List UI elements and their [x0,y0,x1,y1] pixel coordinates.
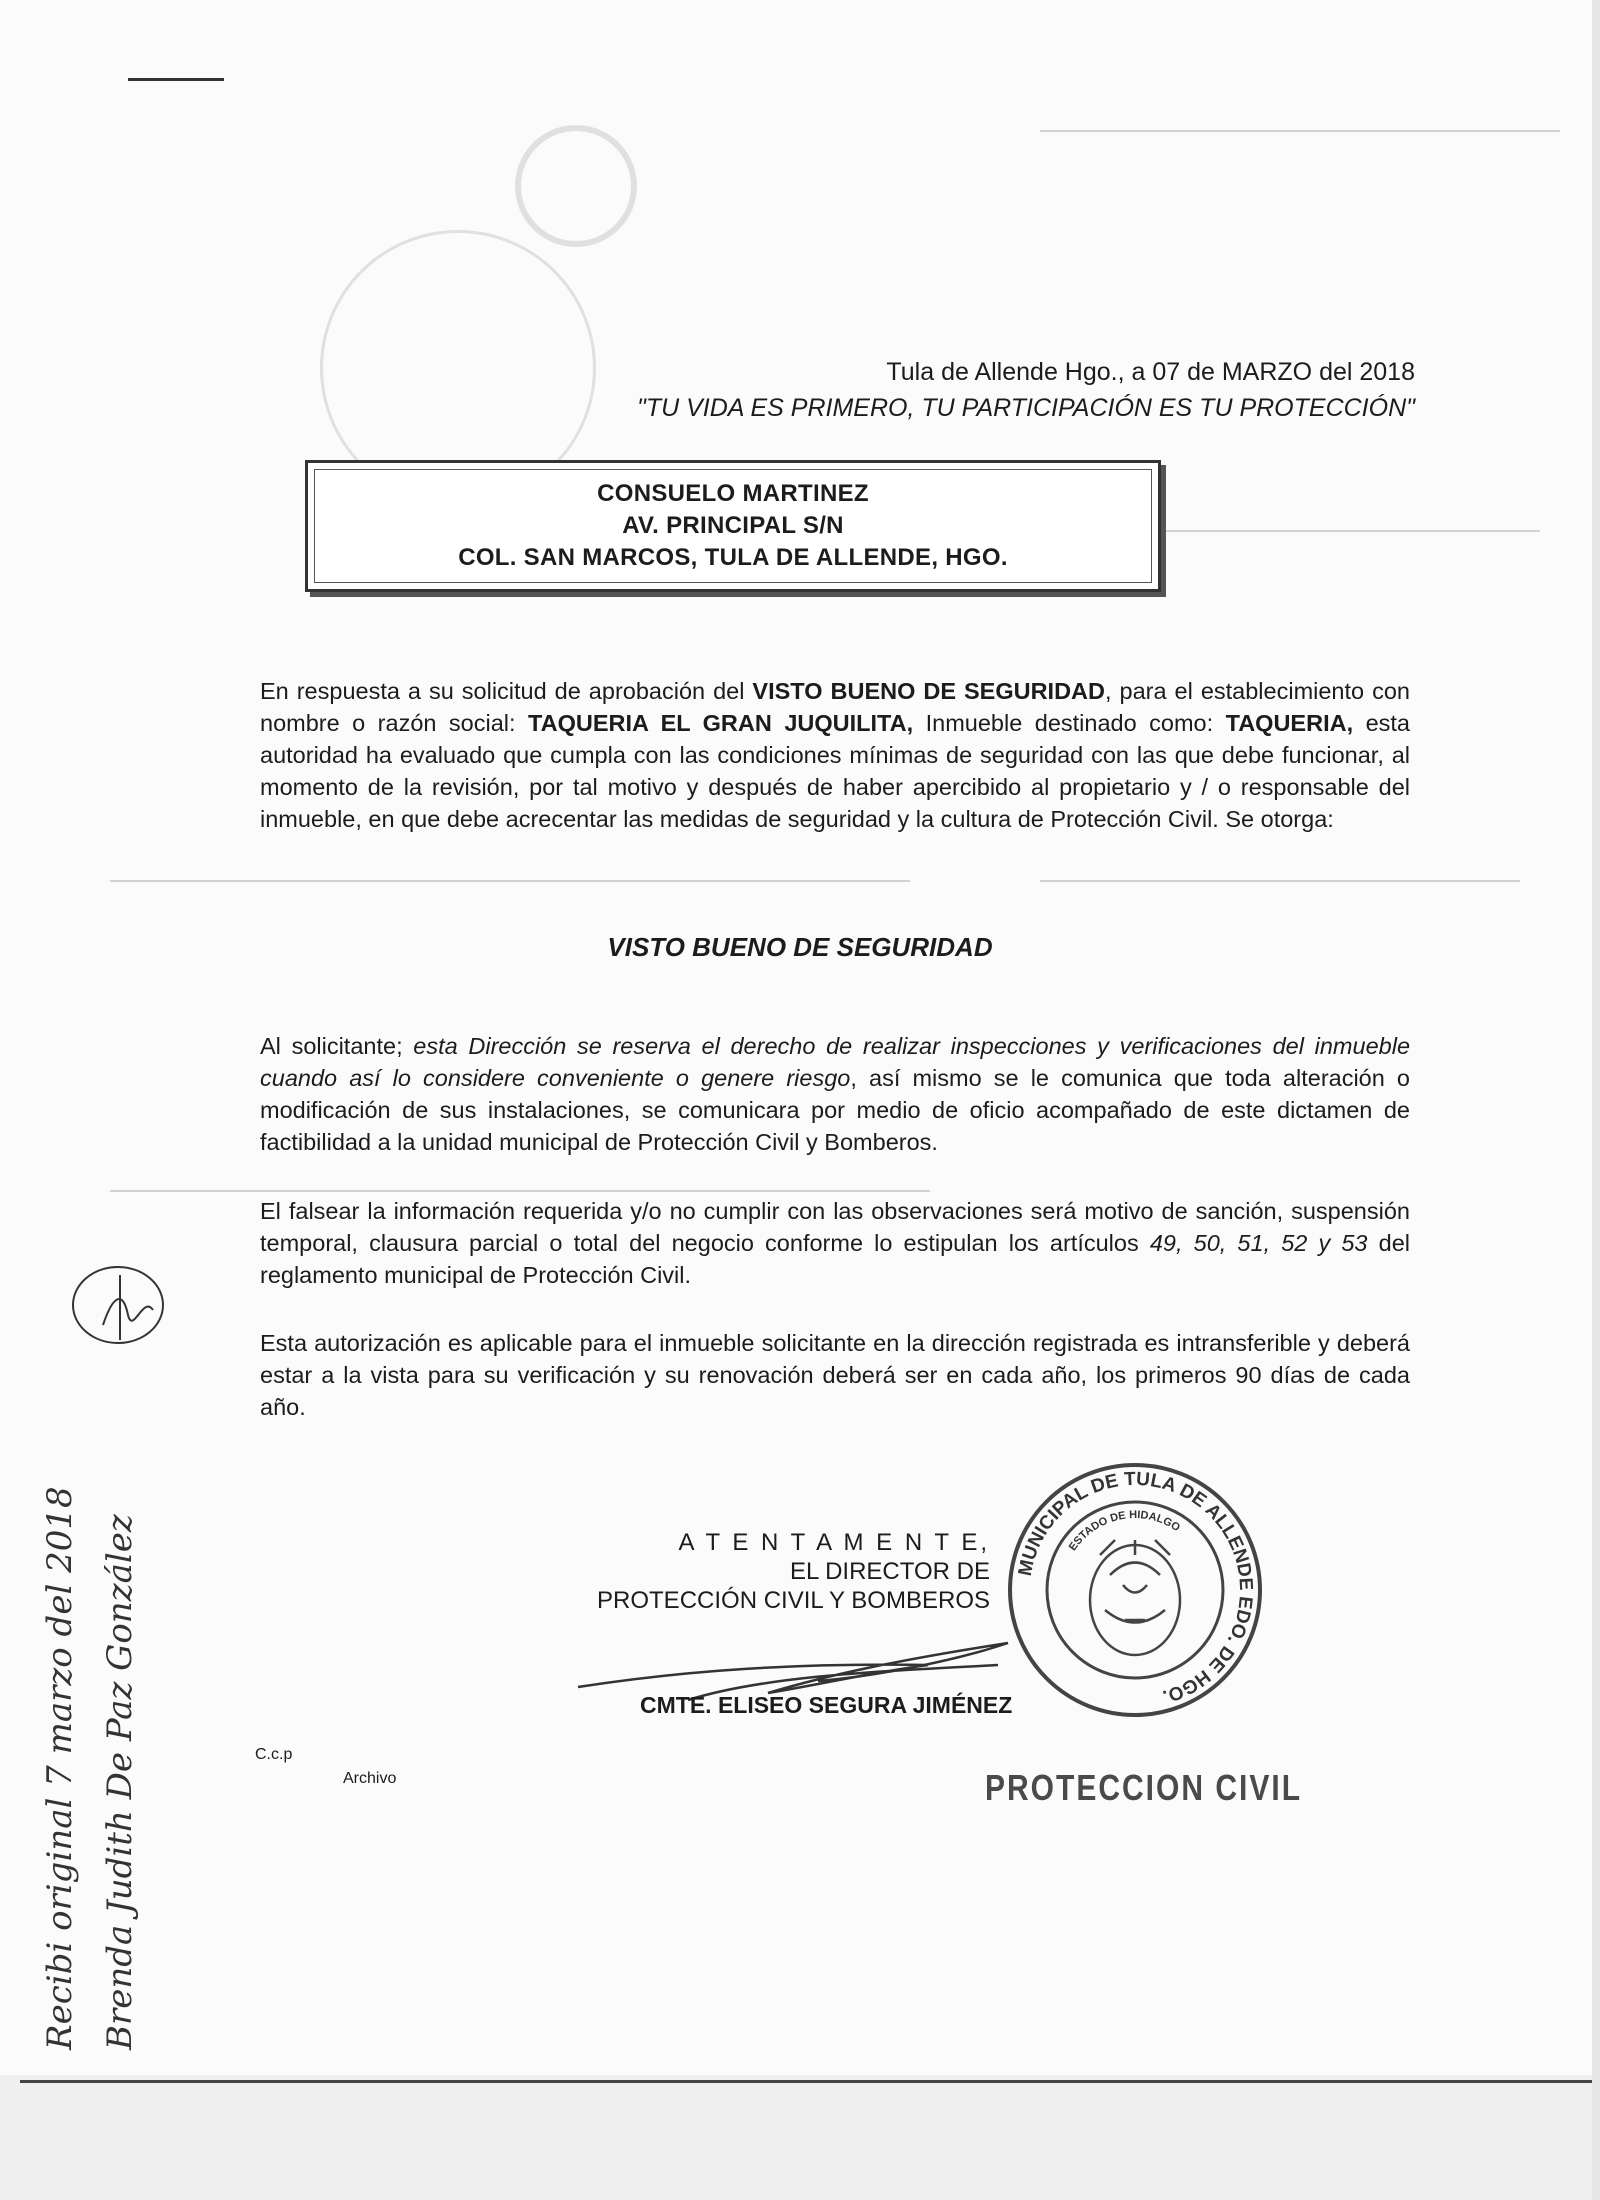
signer-title-2: PROTECCIÓN CIVIL Y BOMBEROS [597,1587,990,1614]
paragraph-request [260,675,1410,835]
seal-ring-text: MUNICIPAL DE TULA DE ALLENDE EDO. DE HGO. [1014,1468,1257,1707]
text-run: El falsear la información requerida y/o no cumplir con las observaciones será motivo de sanción, suspensión temporal, clausura parcial o total del negocio conforme lo estipulan los artículos [260,1198,1410,1256]
page-bottom-edge [20,2080,1600,2083]
property-use: TAQUERIA, [1225,710,1354,736]
municipal-seal [1005,1460,1265,1720]
paragraph-validity: Esta autorización es aplicable para el inmueble solicitante en la dirección registrada es intransferible y deberá estar a la vista para su verificación y su renovación deberá ser en cada año, los primeros 90 días de cada año. [260,1330,1410,1420]
top-mark [128,78,224,81]
ccp-label: C.c.p [255,1746,293,1763]
bleed-through-circle [515,125,637,247]
addressee-street: AV. PRINCIPAL S/N [622,512,844,539]
paragraph-sanctions [260,1195,1410,1291]
text-run: , para el establecimiento con nombre o razón social: [260,678,1410,736]
archive-label: Archivo [343,1770,397,1787]
receiver-signature [58,1255,173,1355]
text-run: Al solicitante; [260,1033,414,1059]
bleed-through-line [110,880,910,882]
paragraph-inspections [260,1030,1410,1158]
signature-block [560,1528,990,1615]
protection-stamp-text: PROTECCION CIVIL [985,1768,1303,1809]
addressee-inner [314,469,1152,583]
handwritten-receipt-line1: Recibi original 7 marzo del 2018 [40,1486,80,2050]
text-run: , así mismo se le comunica que toda alteración o modificación de sus instalaciones, se comunicara por medio de oficio acompañado de este dictamen de factibilidad a la unidad municipal de Protección Civil y Bomberos. [260,1065,1410,1155]
text-run: del reglamento municipal de Protección Civil. [260,1230,1410,1288]
bleed-through-line [1040,880,1520,882]
articles-list: 49, 50, 51, 52 y 53 [1149,1230,1368,1256]
closing: A T E N T A M E N T E, [678,1529,990,1556]
text-run: En respuesta a su solicitud de aprobación del [260,678,753,704]
addressee-name: CONSUELO MARTINEZ [597,480,869,507]
addressee-box [305,460,1161,592]
date-line: Tula de Allende Hgo., a 07 de MARZO del 2018 [886,358,1415,386]
motto: "TU VIDA ES PRIMERO, TU PARTICIPACIÓN ES TU PROTECCIÓN" [636,394,1415,422]
page-right-edge [1592,0,1600,2200]
seal-inner-text: ESTADO DE HIDALGO [1066,1508,1183,1554]
handwritten-receipt-line2: Brenda Judith De Paz González [100,1514,140,2050]
text-run: Inmueble destinado como: [913,710,1226,736]
bleed-through-line [110,1190,930,1192]
text-run: esta autoridad ha evaluado que cumpla con las condiciones mínimas de seguridad con las que debe funcionar, al momento de la revisión, por tal motivo y después de haber apercibido al propietario y / o responsable del inmueble, en que debe acrecentar las medidas de seguridad y la cultura de Protección Civil. Se otorga: [260,710,1410,832]
text-italic: esta Dirección se reserva el derecho de realizar inspecciones y verificaciones del inmueble cuando así lo considere conveniente o genere riesgo [260,1033,1411,1091]
bleed-through-line [1040,130,1560,132]
svg-text:MUNICIPAL DE TULA DE ALLENDE E [1015,1469,1256,1707]
signer-title-1: EL DIRECTOR DE [789,1558,990,1585]
addressee-locality: COL. SAN MARCOS, TULA DE ALLENDE, HGO. [458,544,1008,571]
coat-of-arms-icon [1090,1540,1180,1655]
page-bottom-band [0,2075,1600,2200]
signer-name: CMTE. ELISEO SEGURA JIMÉNEZ [640,1692,1013,1718]
text-bold: VISTO BUENO DE SEGURIDAD [752,678,1105,704]
business-name: TAQUERIA EL GRAN JUQUILITA, [528,710,914,736]
document-heading: VISTO BUENO DE SEGURIDAD [607,932,993,962]
